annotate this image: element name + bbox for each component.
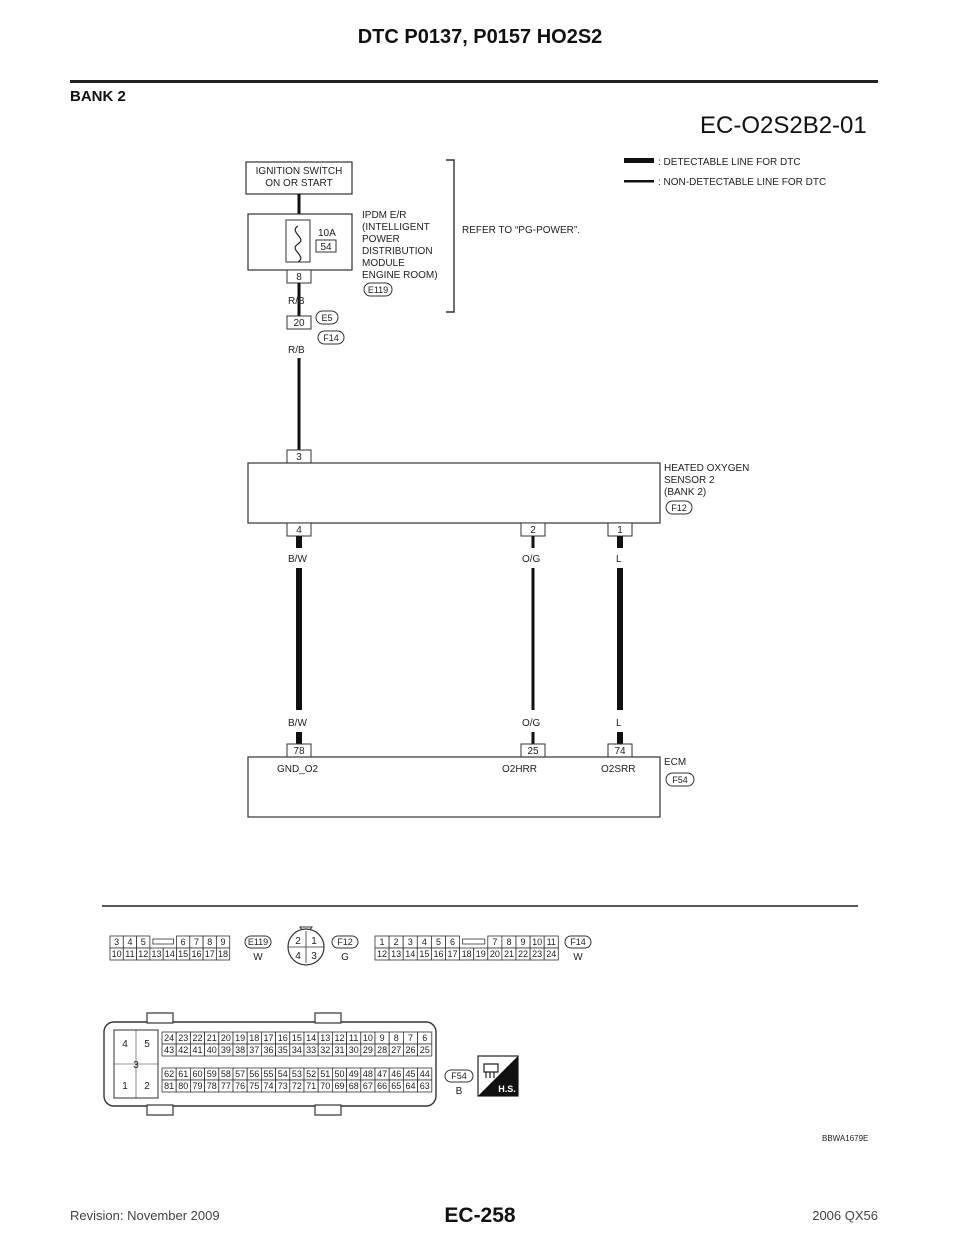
connector-e119-pin-3: 3 bbox=[114, 937, 120, 947]
connector-f54 bbox=[104, 1013, 436, 1115]
sensor-connector: F12 bbox=[671, 503, 687, 513]
wire-og-top-label: O/G bbox=[522, 554, 541, 565]
connector-f54-pin-23: 23 bbox=[178, 1033, 189, 1043]
connector-f14-pin-1: 1 bbox=[379, 937, 385, 947]
footer-page-number: EC-258 bbox=[444, 1204, 516, 1227]
connector-f14-lock bbox=[463, 939, 485, 944]
connector-f54-pin-75: 75 bbox=[249, 1081, 260, 1091]
connector-f12-name: F12 bbox=[337, 937, 353, 947]
sensor-terminal-3: 3 bbox=[296, 452, 302, 463]
connector-f14-pin-24: 24 bbox=[546, 949, 557, 959]
ecm-label-gnd: GND_O2 bbox=[277, 764, 319, 775]
connector-f54-color: B bbox=[455, 1086, 463, 1097]
connector-f54-pin-29: 29 bbox=[362, 1045, 373, 1055]
connector-f54-pin-27: 27 bbox=[391, 1045, 402, 1055]
connector-f54-pin-68: 68 bbox=[348, 1081, 359, 1091]
connector-e119-pin-16: 16 bbox=[191, 949, 202, 959]
connector-e119-pin-17: 17 bbox=[204, 949, 215, 959]
connector-f54-pin-45: 45 bbox=[405, 1069, 416, 1079]
connector-f54-pin-52: 52 bbox=[306, 1069, 317, 1079]
connector-f54-pin-49: 49 bbox=[348, 1069, 359, 1079]
connector-f54-pin-34: 34 bbox=[291, 1045, 302, 1055]
connector-f54-pin-9: 9 bbox=[379, 1033, 385, 1043]
connector-f54-pin-12: 12 bbox=[334, 1033, 345, 1043]
wire-bw-bottom-label: B/W bbox=[288, 718, 307, 729]
connector-f54-pin-43: 43 bbox=[164, 1045, 175, 1055]
connector-f54-pin-73: 73 bbox=[277, 1081, 288, 1091]
connector-e119-pin-14: 14 bbox=[164, 949, 175, 959]
sensor-terminal-1: 1 bbox=[617, 525, 623, 536]
connector-f14-pin-6: 6 bbox=[450, 937, 456, 947]
hs-label: H.S. bbox=[498, 1084, 516, 1094]
connector-e119-pin-5: 5 bbox=[140, 937, 146, 947]
connector-f54-pin-46: 46 bbox=[391, 1069, 402, 1079]
connector-f54-pin-39: 39 bbox=[220, 1045, 231, 1055]
connector-f54-pin-3: 3 bbox=[133, 1060, 139, 1071]
connector-f12 bbox=[288, 927, 324, 965]
connector-f54-pin-11: 11 bbox=[349, 1033, 359, 1043]
connector-f14-color: W bbox=[573, 952, 583, 963]
connector-f54-pin-26: 26 bbox=[405, 1045, 416, 1055]
connector-f54-pin-76: 76 bbox=[235, 1081, 246, 1091]
connector-f54-pin-77: 77 bbox=[220, 1081, 231, 1091]
connector-f54-pin-13: 13 bbox=[320, 1033, 331, 1043]
connector-f54-pin-36: 36 bbox=[263, 1045, 274, 1055]
connector-f14-pin-16: 16 bbox=[433, 949, 444, 959]
joint-connector bbox=[287, 311, 344, 344]
connector-f14-pin-13: 13 bbox=[391, 949, 402, 959]
ignition-switch-label-2: ON OR START bbox=[265, 178, 333, 189]
connector-f14-pin-20: 20 bbox=[489, 949, 500, 959]
connector-f54-pin-1: 1 bbox=[122, 1081, 128, 1092]
connector-e119-pin-13: 13 bbox=[151, 949, 162, 959]
connector-f54-pin-56: 56 bbox=[249, 1069, 260, 1079]
ecm-label-o2hrr: O2HRR bbox=[502, 764, 538, 775]
connector-f54-pin-57: 57 bbox=[235, 1069, 246, 1079]
legend-detectable-text: : DETECTABLE LINE FOR DTC bbox=[658, 157, 801, 168]
ipdm-name-4: DISTRIBUTION bbox=[362, 246, 433, 257]
connector-f54-pin-42: 42 bbox=[178, 1045, 189, 1055]
connector-f54-pin-19: 19 bbox=[235, 1033, 246, 1043]
connector-e119-pin-4: 4 bbox=[127, 937, 133, 947]
connector-f54-pin-74: 74 bbox=[263, 1081, 274, 1091]
connector-e119-pin-11: 11 bbox=[125, 949, 135, 959]
sensor-box bbox=[248, 463, 660, 523]
refer-bracket bbox=[446, 160, 454, 312]
joint-terminal: 20 bbox=[293, 318, 305, 329]
connector-f54-tab-top-right bbox=[315, 1013, 341, 1023]
wire-l-bottom-label: L bbox=[616, 718, 622, 729]
connector-f14-pin-3: 3 bbox=[407, 937, 413, 947]
connector-e119-pin-8: 8 bbox=[207, 937, 213, 947]
connector-f54-pin-22: 22 bbox=[192, 1033, 203, 1043]
ecm-terminal-78: 78 bbox=[293, 746, 305, 757]
page-title: DTC P0137, P0157 HO2S2 bbox=[357, 26, 603, 48]
wire-og-bottom-label: O/G bbox=[522, 718, 541, 729]
connector-f54-pin-10: 10 bbox=[362, 1033, 373, 1043]
harness-side-badge bbox=[478, 1056, 518, 1096]
connector-f14-pin-23: 23 bbox=[532, 949, 543, 959]
connector-f14-pin-14: 14 bbox=[405, 949, 416, 959]
connector-f14-pin-19: 19 bbox=[475, 949, 486, 959]
ipdm-name-2: (INTELLIGENT bbox=[362, 222, 430, 233]
connector-e119-pin-6: 6 bbox=[180, 937, 186, 947]
footer-model: 2006 QX56 bbox=[812, 1208, 878, 1223]
connector-f54-name: F54 bbox=[451, 1071, 467, 1081]
connector-f54-pin-79: 79 bbox=[192, 1081, 203, 1091]
legend-non-detectable-text: : NON-DETECTABLE LINE FOR DTC bbox=[658, 177, 827, 188]
connector-f54-pin-64: 64 bbox=[405, 1081, 416, 1091]
connector-e119-pin-9: 9 bbox=[220, 937, 226, 947]
connector-f54-pin-69: 69 bbox=[334, 1081, 345, 1091]
connector-f54-pin-65: 65 bbox=[391, 1081, 402, 1091]
connector-f54-pin-38: 38 bbox=[235, 1045, 246, 1055]
connector-f54-pin-37: 37 bbox=[249, 1045, 260, 1055]
connector-f54-pin-66: 66 bbox=[377, 1081, 388, 1091]
heated-oxygen-sensor bbox=[248, 450, 749, 536]
ignition-switch bbox=[246, 162, 352, 194]
connector-f14-pin-21: 21 bbox=[503, 949, 514, 959]
connector-e119-pin-10: 10 bbox=[111, 949, 122, 959]
diagram-code: EC-O2S2B2-01 bbox=[700, 112, 867, 139]
wire-l-top-label: L bbox=[616, 554, 622, 565]
wire-bw-top-label: B/W bbox=[288, 554, 307, 565]
ipdm-terminal: 8 bbox=[296, 272, 302, 283]
joint-connector-top: E5 bbox=[321, 313, 333, 323]
ecm-module bbox=[248, 744, 694, 817]
legend bbox=[624, 157, 826, 188]
connector-f54-pin-33: 33 bbox=[306, 1045, 317, 1055]
connector-f54-pin-59: 59 bbox=[206, 1069, 217, 1079]
connector-f14-pin-2: 2 bbox=[393, 937, 399, 947]
connector-f54-pin-8: 8 bbox=[393, 1033, 399, 1043]
connector-f54-pin-41: 41 bbox=[192, 1045, 203, 1055]
connector-f54-pin-71: 71 bbox=[306, 1081, 317, 1091]
connector-f14-pin-22: 22 bbox=[518, 949, 529, 959]
connector-f14-pin-7: 7 bbox=[492, 937, 498, 947]
connector-f54-pin-7: 7 bbox=[407, 1033, 414, 1043]
connector-f14-pin-10: 10 bbox=[532, 937, 543, 947]
connector-f14-pin-9: 9 bbox=[520, 937, 526, 947]
legend-detectable-swatch bbox=[624, 158, 654, 163]
ecm-label-o2srr: O2SRR bbox=[601, 764, 636, 775]
connector-e119-name: E119 bbox=[247, 937, 269, 947]
connector-e119-pin-12: 12 bbox=[138, 949, 149, 959]
fuse-number: 54 bbox=[320, 242, 332, 253]
connector-f54-pin-16: 16 bbox=[277, 1033, 288, 1043]
connector-f54-pin-51: 51 bbox=[320, 1069, 331, 1079]
connector-e119-pin-7: 7 bbox=[193, 937, 199, 947]
legend-non-detectable-swatch bbox=[624, 180, 654, 183]
ecm-terminal-74: 74 bbox=[614, 746, 626, 757]
connector-f12-pin-3: 3 bbox=[311, 951, 317, 962]
footer-revision: Revision: November 2009 bbox=[70, 1208, 220, 1223]
image-code: BBWA1679E bbox=[822, 1134, 869, 1143]
connector-f14-pin-18: 18 bbox=[461, 949, 472, 959]
connector-f54-pin-25: 25 bbox=[419, 1045, 430, 1055]
connector-f54-pin-81: 81 bbox=[164, 1081, 175, 1091]
connector-e119-pin-15: 15 bbox=[178, 949, 189, 959]
connector-f54-tab-bottom-right bbox=[315, 1105, 341, 1115]
connector-f54-pin-72: 72 bbox=[291, 1081, 302, 1091]
connector-e119-color: W bbox=[253, 952, 263, 963]
connector-f54-pin-78: 78 bbox=[206, 1081, 217, 1091]
connector-f54-tab-bottom-left bbox=[147, 1105, 173, 1115]
refer-text: REFER TO “PG-POWER”. bbox=[462, 225, 580, 236]
wire-rb-top-label: R/B bbox=[288, 296, 305, 307]
connector-f54-pin-5: 5 bbox=[144, 1039, 150, 1050]
connector-f54-tab-top-left bbox=[147, 1013, 173, 1023]
sensor-name-3: (BANK 2) bbox=[664, 487, 707, 498]
wire-rb-bottom-label: R/B bbox=[288, 345, 305, 356]
connector-f14-pin-11: 11 bbox=[546, 937, 556, 947]
connector-e119 bbox=[110, 936, 230, 960]
connector-e119-lock bbox=[153, 939, 174, 944]
sensor-terminal-4: 4 bbox=[296, 525, 302, 536]
connector-f54-pin-53: 53 bbox=[291, 1069, 302, 1079]
joint-connector-bottom: F14 bbox=[323, 333, 339, 343]
ignition-switch-label-1: IGNITION SWITCH bbox=[255, 166, 343, 177]
connector-f54-pin-6: 6 bbox=[422, 1033, 428, 1043]
connector-f54-pin-20: 20 bbox=[220, 1033, 231, 1043]
connector-f14-pin-15: 15 bbox=[419, 949, 430, 959]
connector-f54-pin-14: 14 bbox=[306, 1033, 317, 1043]
connector-f54-pin-47: 47 bbox=[377, 1069, 388, 1079]
connector-f54-pin-80: 80 bbox=[178, 1081, 189, 1091]
connector-f12-pin-4: 4 bbox=[295, 951, 301, 962]
connector-f54-pin-63: 63 bbox=[419, 1081, 430, 1091]
connector-f14-pin-12: 12 bbox=[377, 949, 388, 959]
connector-f54-pin-44: 44 bbox=[419, 1069, 430, 1079]
ecm-connector: F54 bbox=[672, 775, 688, 785]
connector-f54-pin-30: 30 bbox=[348, 1045, 359, 1055]
connector-f54-pin-32: 32 bbox=[320, 1045, 331, 1055]
sensor-name-2: SENSOR 2 bbox=[664, 475, 715, 486]
connector-f54-pin-67: 67 bbox=[362, 1081, 373, 1091]
sensor-terminal-2: 2 bbox=[530, 525, 536, 536]
connector-f54-pin-62: 62 bbox=[164, 1069, 175, 1079]
connector-f54-pin-4: 4 bbox=[122, 1039, 128, 1050]
connector-f54-pin-17: 17 bbox=[263, 1033, 274, 1043]
connector-f54-pin-28: 28 bbox=[377, 1045, 388, 1055]
ipdm-module bbox=[248, 210, 438, 296]
connector-f54-pin-55: 55 bbox=[263, 1069, 274, 1079]
connector-f12-pin-1: 1 bbox=[311, 936, 317, 947]
connector-f54-pin-31: 31 bbox=[334, 1045, 345, 1055]
connector-f54-pin-50: 50 bbox=[334, 1069, 345, 1079]
connector-f54-pin-70: 70 bbox=[320, 1081, 331, 1091]
ecm-name: ECM bbox=[664, 757, 687, 768]
connector-f12-pin-2: 2 bbox=[295, 936, 301, 947]
connector-f54-pin-48: 48 bbox=[362, 1069, 373, 1079]
connector-f54-pin-18: 18 bbox=[249, 1033, 260, 1043]
sensor-name-1: HEATED OXYGEN bbox=[664, 463, 750, 474]
ecm-terminal-25: 25 bbox=[527, 746, 539, 757]
connector-f14-pin-4: 4 bbox=[421, 937, 427, 947]
connector-f54-pin-40: 40 bbox=[206, 1045, 217, 1055]
connector-f54-pin-60: 60 bbox=[192, 1069, 203, 1079]
ipdm-name-3: POWER bbox=[362, 234, 400, 245]
connector-f14-pin-17: 17 bbox=[447, 949, 458, 959]
ipdm-connector: E119 bbox=[367, 285, 389, 295]
connector-f54-pin-54: 54 bbox=[277, 1069, 288, 1079]
connector-f14 bbox=[375, 936, 558, 960]
connector-f54-pin-15: 15 bbox=[291, 1033, 302, 1043]
connector-f54-pin-24: 24 bbox=[164, 1033, 175, 1043]
connector-f14-pin-5: 5 bbox=[435, 937, 441, 947]
section-title: BANK 2 bbox=[70, 88, 126, 105]
fuse-rating: 10A bbox=[318, 228, 336, 239]
connector-f54-pin-35: 35 bbox=[277, 1045, 288, 1055]
connector-f12-color: G bbox=[341, 952, 349, 963]
ipdm-name-6: ENGINE ROOM) bbox=[362, 270, 438, 281]
connector-f54-pin-2: 2 bbox=[144, 1081, 150, 1092]
connector-e119-pin-18: 18 bbox=[218, 949, 229, 959]
ipdm-name-1: IPDM E/R bbox=[362, 210, 407, 221]
connector-f54-pin-21: 21 bbox=[206, 1033, 217, 1043]
ipdm-name-5: MODULE bbox=[362, 258, 405, 269]
connector-f54-pin-61: 61 bbox=[178, 1069, 189, 1079]
connector-f14-name: F14 bbox=[570, 937, 586, 947]
connector-f14-pin-8: 8 bbox=[506, 937, 512, 947]
connector-f54-pin-58: 58 bbox=[220, 1069, 231, 1079]
